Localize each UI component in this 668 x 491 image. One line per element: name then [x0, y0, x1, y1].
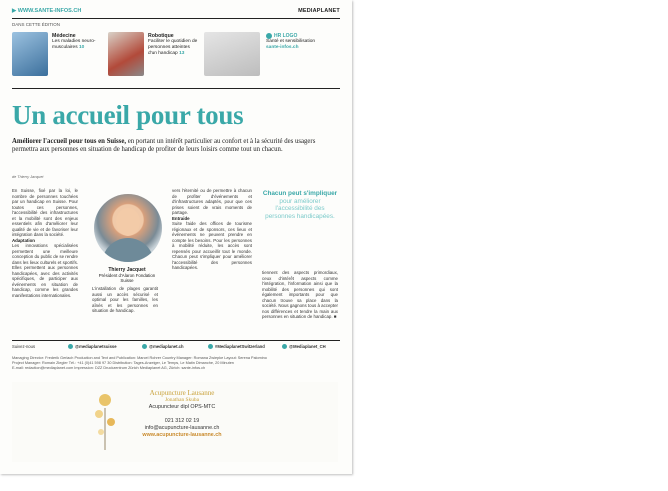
facebook-icon: [68, 344, 73, 349]
lead-bold: Améliorer l'accueil pour tous en Suisse,: [12, 138, 127, 145]
ad-title: Acupuncture Lausanne: [149, 389, 215, 397]
portrait-caption: [92, 268, 162, 284]
ad-email[interactable]: info@acupuncture-lausanne.ch: [144, 425, 220, 431]
ad-phone[interactable]: 021 312 02 19: [164, 418, 200, 424]
teaser-title: Robotique: [148, 33, 174, 39]
imprint: [12, 356, 338, 371]
ad-role: Acupuncteur dipl OPS-MTC: [148, 404, 216, 410]
header-rule: [12, 18, 340, 19]
caption-role: Président d'Alaron Fondation Suisse: [98, 273, 156, 284]
imprint-line: Project Manager: Romain Ziegler Tél.: +41 (0)41 598 97 30 Distribution: Tages-Anzeiger, Le Temps, Le Matin Dimanche, 20 Minuten: [12, 361, 234, 365]
teaser-image: [108, 32, 144, 76]
teaser-link[interactable]: sante-infos.ch: [266, 45, 299, 50]
social-web[interactable]: [142, 344, 184, 349]
article-column-4: [262, 270, 338, 336]
teaser-text: Les maladies neuro-musculaires: [52, 39, 96, 50]
teaser-image: [204, 32, 260, 76]
footer-rule: [12, 340, 340, 341]
article-headline: Un accueil pour tous: [12, 100, 244, 130]
teaser-image: [12, 32, 48, 76]
social-handle: @Mediaplanet_CH: [289, 344, 326, 349]
column-text: Suite l'aide des offices de tourisme régionaux et de sponsors, ces lieux et événements ne peuvent prendre en compte les besoins. Pour les personnes à mobilité réduite, les accès sont repensés pour accueillir tout le monde. Chacun peut s'impliquer pour améliorer l'accessibilité des personnes handicapées.: [172, 221, 252, 270]
teaser-rule: [12, 88, 340, 89]
imprint-line: Managing Director: Frederik Gerlach Production and Text and Publication: Marcel Rohrer Country Manager: Romana Zwiepke Layout: Serena Palomino: [12, 356, 267, 360]
social-bar: [12, 344, 338, 352]
page-header: [12, 8, 340, 18]
teaser-hub[interactable]: [204, 30, 340, 82]
imprint-line: E-mail: redaction@mediaplanet.com Impression: DZZ Druckzentrum Zürich Mediaplanet AG, Zürich: sante-infos.ch: [12, 366, 206, 370]
portrait-photo: [94, 194, 162, 262]
article-column-2: [92, 286, 158, 336]
teaser-robotique[interactable]: [108, 30, 200, 82]
web-icon: [142, 344, 147, 349]
site-link[interactable]: ▶ WWW.SANTE-INFOS.CH: [12, 8, 82, 14]
pull-quote-bold: Chacun peut s'impliquer: [262, 190, 338, 197]
twitter-icon: [282, 344, 287, 349]
column-text: vers l'éternité ou de permettre à chacun de profiter d'événements et d'infrastructures adaptés, pour que ces prises soient de vrais moments de partage.: [172, 188, 252, 215]
flower-icon: [92, 388, 118, 452]
edition-label: DANS CETTE ÉDITION: [12, 22, 61, 27]
lead-text: en portant un intérêt particulier au confort et à la sécurité des usagers permettra aux personnes en situation de handicap de profiter de leurs loisirs comme tout un chacun.: [12, 138, 316, 154]
instagram-icon: [208, 344, 213, 349]
teaser-page: 10: [78, 45, 85, 50]
column-subhead: Entraide: [172, 215, 190, 221]
social-handle: @mediaplanetsuisse: [75, 344, 117, 349]
column-subhead: Adaptation: [12, 237, 35, 243]
social-handle: #MediaplanetSwitzerland: [215, 344, 265, 349]
social-handle: @mediaplanet.ch: [149, 344, 184, 349]
teaser-text: Faciliter le quotidien de personnes atteintes d'un handicap: [148, 39, 198, 56]
column-text: Les innovations spécialisées permettent une meilleure conception du public de se rendre dans les lieux culturels et sportifs. Elles permettent aux personnes handicapées, avec des activités spécifiques, de participer aux événements en situation de handicap, comme les grandes manifestations internationales.: [12, 243, 78, 298]
social-twitter[interactable]: [282, 344, 326, 349]
byline: de Thierry Jacquet: [12, 175, 44, 179]
brand-name: MEDIAPLANET: [298, 8, 340, 14]
article-lead: [12, 138, 334, 155]
caption-name: Thierry Jacquet: [108, 267, 146, 273]
pull-quote-text: pour améliorer l'accessibilité des personnes handicapées.: [265, 197, 335, 220]
article-column-1: [12, 188, 78, 336]
social-label: Suivez-nous: [12, 344, 36, 349]
hub-label: HR LOGO: [274, 33, 298, 39]
ad-name: Jonathan Skuba: [165, 397, 199, 403]
ad-website[interactable]: www.acupuncture-lausanne.ch: [142, 432, 222, 438]
pull-quote: [262, 190, 338, 220]
column-text: tiennent des aspects primordiaux, ceux d'intérêt aspects comme l'intégration, l'information ainsi que la mobilité des personnes qui sont également importants pour que chacun trouve sa place dans la société. Nous gagnons tous à accepter nos différences et tendre la main aux personnes en situation de handicap. ■: [262, 270, 338, 319]
teaser-medecine[interactable]: [12, 30, 104, 82]
social-hashtag[interactable]: [208, 344, 265, 349]
teaser-text: Santé et sensibilisation: [266, 39, 316, 44]
teaser-page: 13: [179, 51, 185, 56]
column-text: L'installation de plages garantit aussi un accès sécurisé et optimal pour les familles, les aînés et les personnes en situation de handicap.: [92, 286, 158, 313]
ad-text: [132, 390, 232, 439]
advertisement[interactable]: [12, 382, 338, 462]
teaser-title: Médecine: [52, 33, 76, 39]
column-text: En Suisse, fixé par la loi, le nombre de personnes touchées par un handicap en Suisse. Pour toutes ces personnes, l'accessibilité des infrastructures et la mobilité sont des enjeux essentiels afin d'améliorer leur qualité de vie et de favoriser leur intégration dans la société.: [12, 188, 78, 237]
article-column-3: [172, 188, 252, 336]
social-facebook[interactable]: [68, 344, 117, 349]
